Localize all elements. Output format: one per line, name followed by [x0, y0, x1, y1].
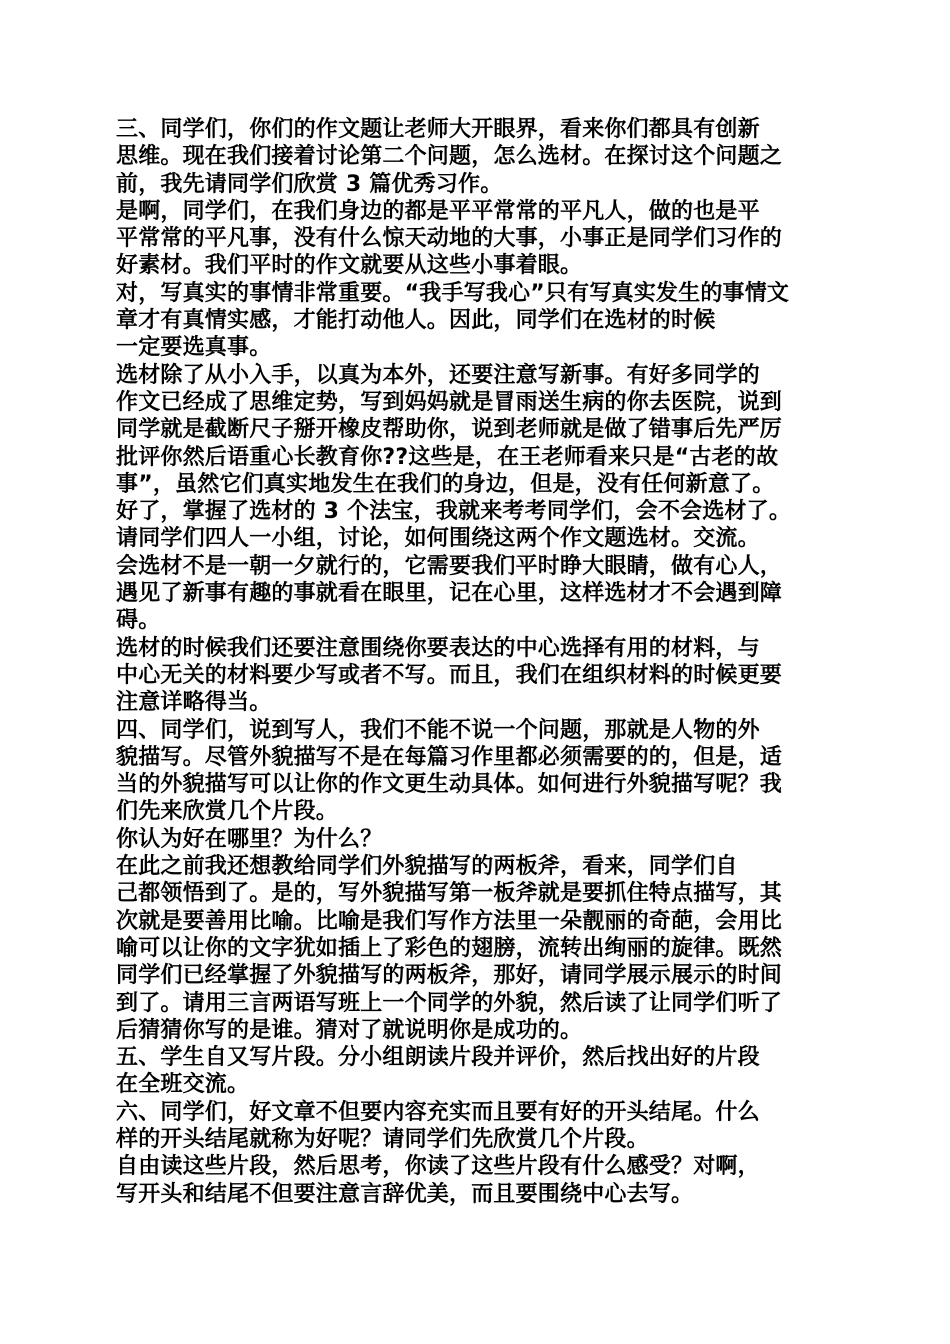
text-line: 是啊，同学们，在我们身边的都是平平常常的平凡人，做的也是平: [116, 198, 760, 224]
text-line: 遇见了新事有趣的事就看在眼里，记在心里，这样选材才不会遇到障: [116, 581, 783, 607]
text-line: 在全班交流。: [116, 1072, 250, 1098]
text-line: 己都领悟到了。是的，写外貌描写第一板斧就是要抓住特点描写，其: [116, 881, 783, 907]
text-line: 六、同学们，好文章不但要内容充实而且要有好的开头结尾。什么: [116, 1099, 760, 1125]
text-line: 选材的时候我们还要注意围绕你要表达的中心选择有用的材料，与: [116, 635, 760, 661]
text-line: 自由读这些片段，然后思考，你读了这些片段有什么感受？对啊，: [116, 1154, 760, 1180]
text-line: 后猜猜你写的是谁。猜对了就说明你是成功的。: [116, 1017, 583, 1043]
text-line: 貌描写。尽管外貌描写不是在每篇习作里都必须需要的的，但是，适: [116, 744, 783, 770]
text-line: 你认为好在哪里？为什么？: [116, 826, 383, 852]
text-line: 三、同学们，你们的作文题让老师大开眼界，看来你们都具有创新: [116, 117, 760, 142]
text-line: 章才有真情实感，才能打动他人。因此，同学们在选材的时候: [116, 308, 716, 334]
document-body: [116, 116, 836, 1208]
text-line: 批评你然后语重心长教育你??这些是，在王老师看来只是“古老的故: [116, 444, 779, 470]
text-line: 平常常的平凡事，没有什么惊天动地的大事，小事正是同学们习作的: [116, 226, 783, 252]
text-line: 到了。请用三言两语写班上一个同学的外貌，然后读了让同学们听了: [116, 990, 783, 1016]
text-line: 前，我先请同学们欣赏 3 篇优秀习作。: [116, 171, 503, 197]
text-line: 思维。现在我们接着讨论第二个问题，怎么选材。在探讨这个问题之: [116, 144, 783, 170]
text-line: 会选材不是一朝一夕就行的，它需要我们平时睁大眼睛，做有心人，: [116, 553, 783, 579]
text-line: 请同学们四人一小组，讨论，如何围绕这两个作文题选材。交流。: [116, 526, 760, 552]
text-line: 中心无关的材料要少写或者不写。而且，我们在组织材料的时候更要: [116, 662, 783, 688]
text-line: 同学们已经掌握了外貌描写的两板斧，那好，请同学展示展示的时间: [116, 963, 783, 989]
text-line: 事”，虽然它们真实地发生在我们的身边，但是，没有任何新意了。: [116, 471, 775, 497]
text-line: 写开头和结尾不但要注意言辞优美，而且要围绕中心去写。: [116, 1181, 694, 1207]
text-line: 对，写真实的事情非常重要。“我手写我心”只有写真实发生的事情文: [116, 280, 790, 306]
text-line: 同学就是截断尺子掰开橡皮帮助你，说到老师就是做了错事后先严厉: [116, 417, 783, 443]
text-line: 当的外貌描写可以让你的作文更生动具体。如何进行外貌描写呢？我: [116, 772, 783, 798]
text-line: 一定要选真事。: [116, 335, 272, 361]
text-line: 在此之前我还想教给同学们外貌描写的两板斧，看来，同学们自: [116, 854, 738, 880]
text-line: 次就是要善用比喻。比喻是我们写作方法里一朵靓丽的奇葩，会用比: [116, 908, 783, 934]
text-line: 碍。: [116, 608, 161, 634]
text-line: 们先来欣赏几个片段。: [116, 799, 339, 825]
text-line: 选材除了从小入手，以真为本外，还要注意写新事。有好多同学的: [116, 362, 760, 388]
text-line: 四、同学们，说到写人，我们不能不说一个问题，那就是人物的外: [116, 717, 760, 743]
text-line: 喻可以让你的文字犹如插上了彩色的翅膀，流转出绚丽的旋律。既然: [116, 935, 783, 961]
text-line: 好了，掌握了选材的 3 个法宝，我就来考考同学们，会不会选材了。: [116, 499, 792, 525]
text-line: 样的开头结尾就称为好呢？请同学们先欣赏几个片段。: [116, 1126, 649, 1152]
text-line: 五、学生自又写片段。分小组朗读片段并评价，然后找出好的片段: [116, 1045, 760, 1071]
text-line: 注意详略得当。: [116, 690, 272, 716]
text-line: 作文已经成了思维定势，写到妈妈就是冒雨送生病的你去医院，说到: [116, 389, 783, 415]
text-line: 好素材。我们平时的作文就要从这些小事着眼。: [116, 253, 583, 279]
